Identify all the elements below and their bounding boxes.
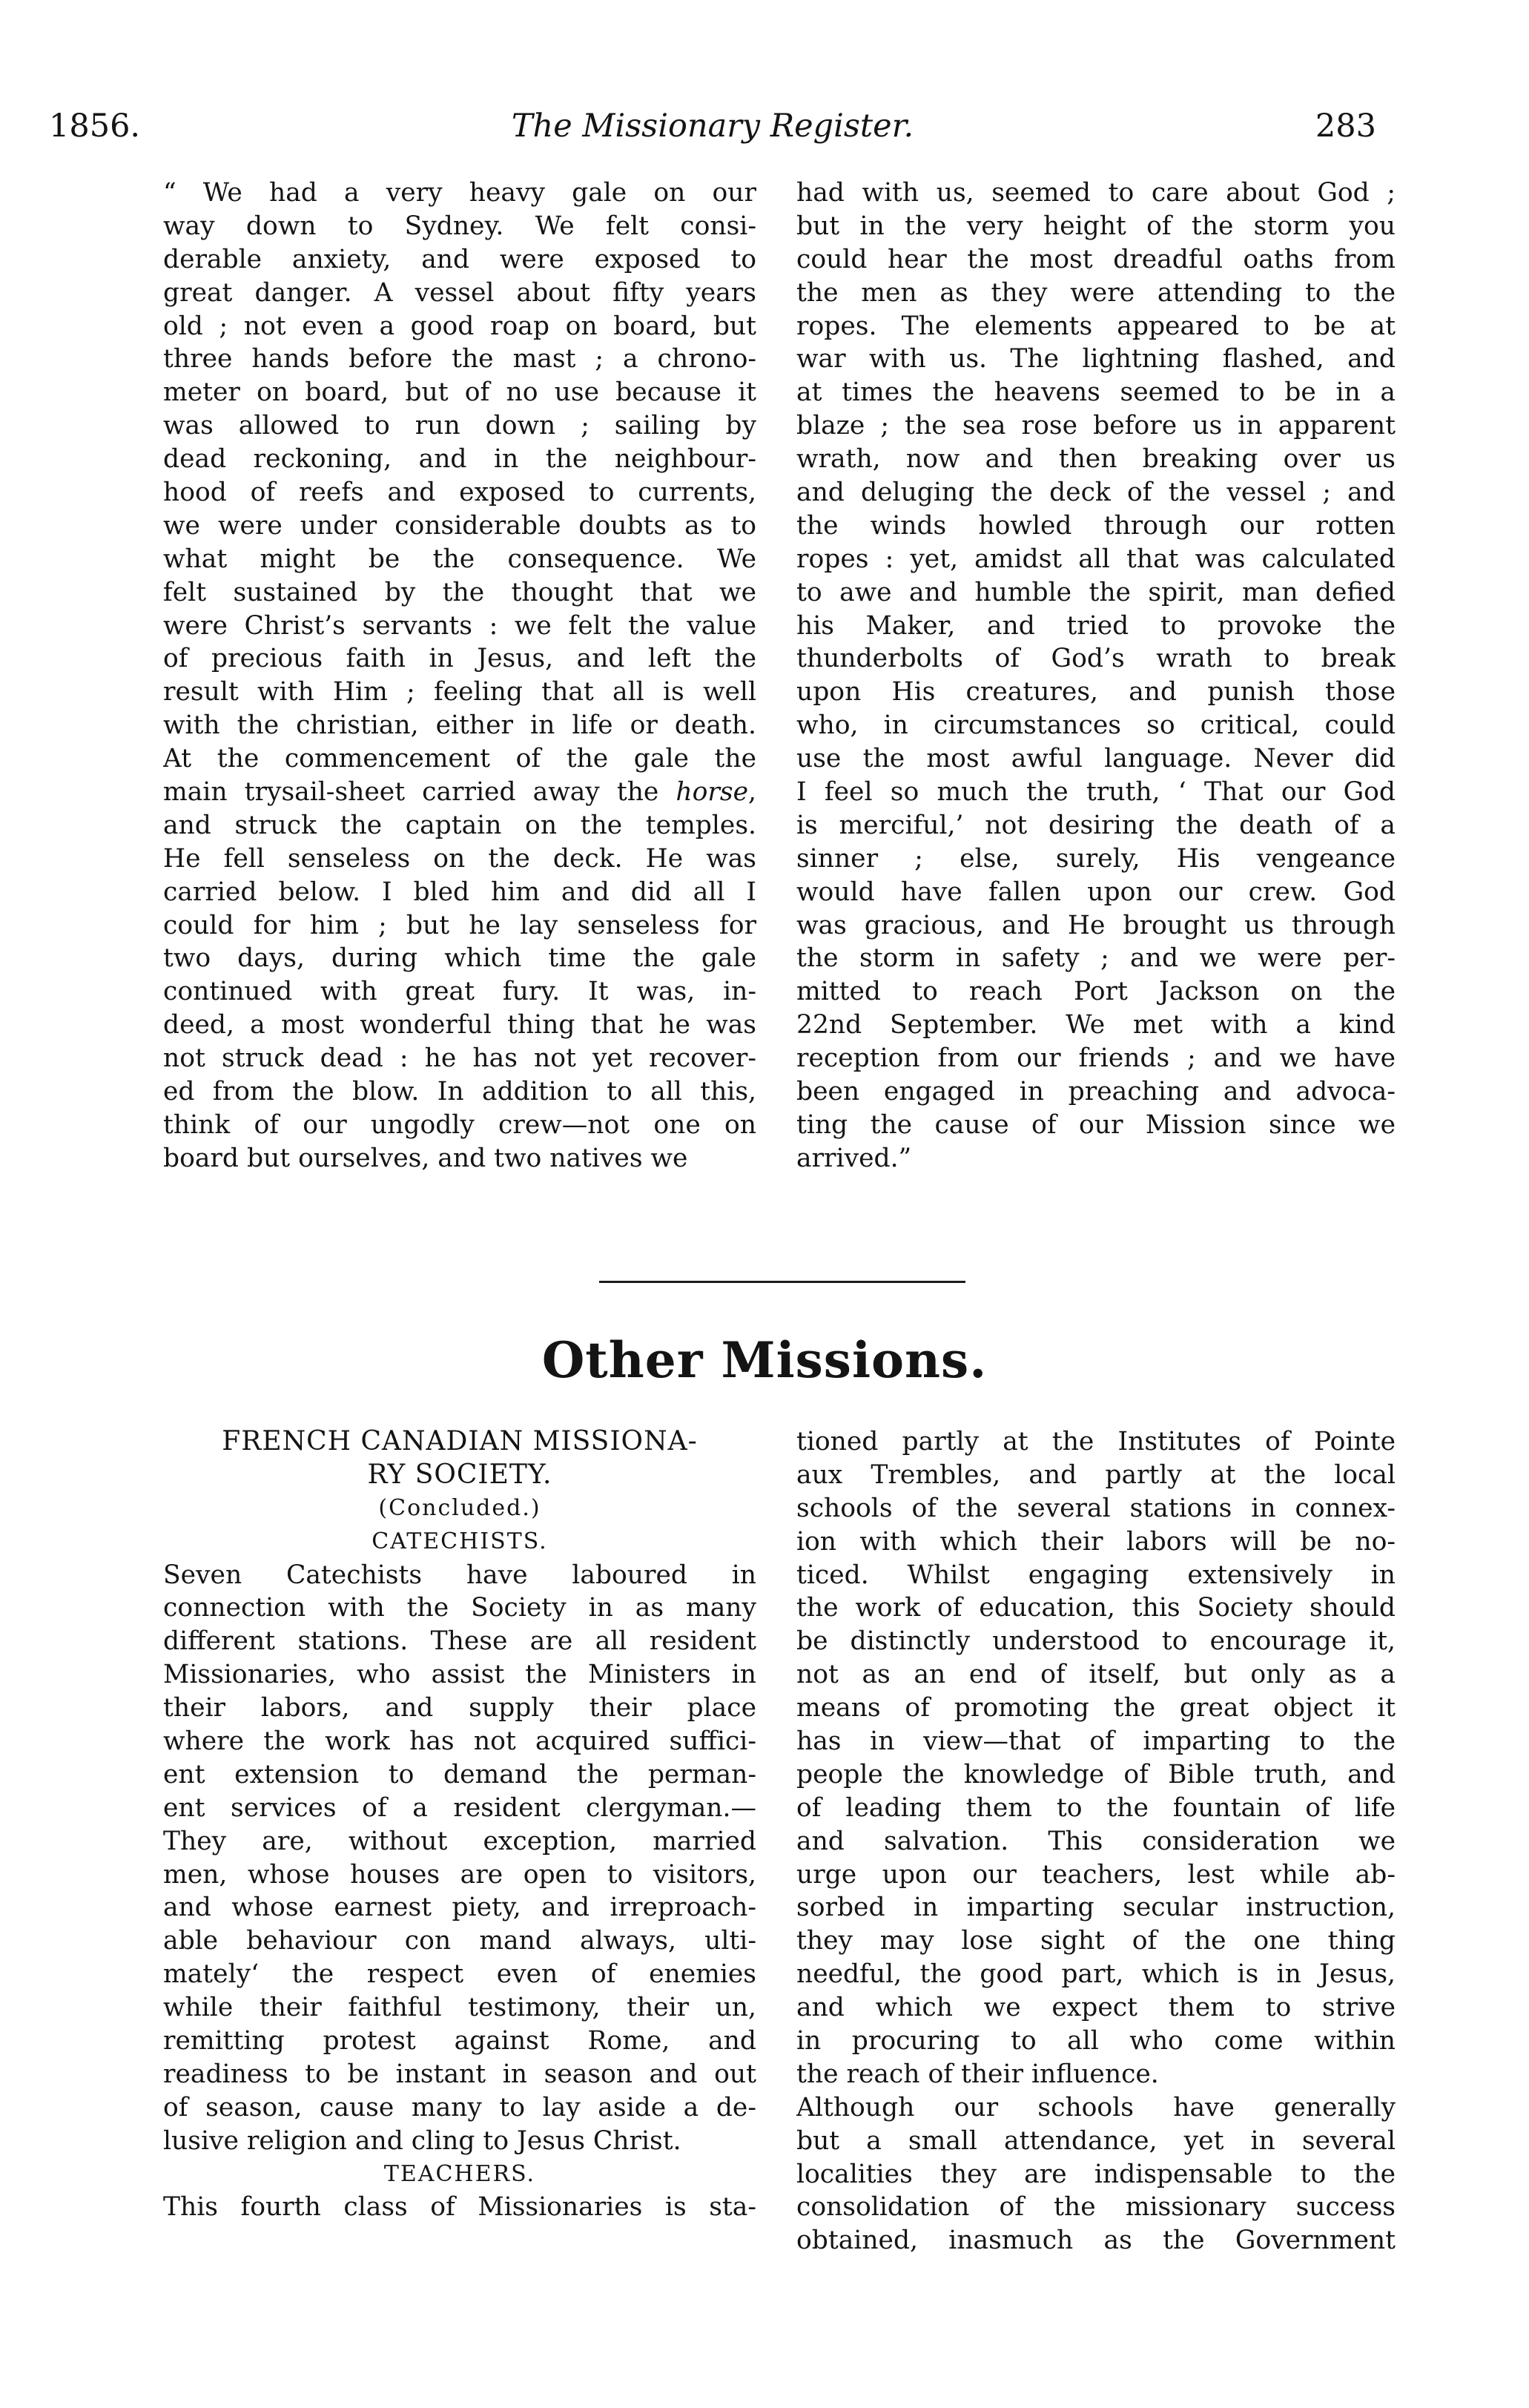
text-line: and struck the captain on the temples. <box>163 810 756 840</box>
text-line: felt sustained by the thought that we <box>163 577 756 607</box>
text-line: reception from our friends ; and we have <box>796 1043 1396 1074</box>
text-line: at times the heavens seemed to be in a <box>796 377 1396 408</box>
text-line: ed from the blow. In addition to all this, <box>163 1077 756 1107</box>
text-line: blaze ; the sea rose before us in apparent <box>796 411 1396 441</box>
text-line: needful, the good part, which is in Jesus, <box>796 1959 1396 1990</box>
text-line: and which we expect them to strive <box>796 1993 1396 2023</box>
text-line: great danger. A vessel about fifty years <box>163 277 756 308</box>
text-line: wrath, now and then breaking over us <box>796 444 1396 475</box>
text-line: to awe and humble the spirit, man defied <box>796 577 1396 607</box>
text-line: would have fallen upon our crew. God <box>796 877 1396 907</box>
text-line: be distinctly understood to encourage it, <box>796 1626 1396 1657</box>
text-line: three hands before the mast ; a chrono- <box>163 344 756 375</box>
text-line: were Christ’s servants : we felt the value <box>163 610 756 641</box>
article-title-line-1: FRENCH CANADIAN MISSIONA- <box>222 1426 698 1457</box>
article-column-left <box>163 1425 756 2389</box>
text-line: arrived.” <box>796 1143 912 1173</box>
text-line: ion with which their labors will be no- <box>796 1526 1396 1557</box>
section-title: Other Missions. <box>541 1331 988 1389</box>
text-line: the work of education, this Society should <box>796 1593 1396 1623</box>
text-line: ropes : yet, amidst all that was calculated <box>796 544 1396 574</box>
text-line: ticed. Whilst engaging extensively in <box>796 1560 1396 1590</box>
catechists-paragraph <box>163 1559 756 2158</box>
text-line: sinner ; else, surely, His vengeance <box>796 843 1396 874</box>
text-line: could for him ; but he lay senseless for <box>163 910 756 940</box>
text-line: has in view—that of imparting to the <box>796 1726 1396 1757</box>
text-line: main trysail-sheet carried away the horse, <box>163 777 756 808</box>
text-line: connection with the Society in as many <box>163 1593 756 1623</box>
text-line: dead reckoning, and in the neighbour- <box>163 444 756 475</box>
text-line: and whose earnest piety, and irreproach- <box>163 1893 756 1923</box>
italic-word: horse <box>676 777 749 808</box>
text-line: way down to Sydney. We felt consi- <box>163 211 756 241</box>
text-line: “ We had a very heavy gale on our <box>163 178 756 208</box>
text-line: they may lose sight of the one thing <box>796 1926 1396 1956</box>
text-line: board but ourselves, and two natives we <box>163 1143 688 1173</box>
text-line: two days, during which time the gale <box>163 943 756 974</box>
page-number: 283 <box>1315 108 1376 145</box>
text-line: we were under considerable doubts as to <box>163 510 756 541</box>
text-line: remitting protest against Rome, and <box>163 2026 756 2056</box>
header-journal-title: The Missionary Register. <box>511 108 914 145</box>
teachers-heading-block <box>163 2158 756 2191</box>
text-line: of season, cause many to lay aside a de- <box>163 2092 756 2122</box>
text-line: men, whose houses are open to visitors, <box>163 1859 756 1890</box>
text-line: old ; not even a good roap on board, but <box>163 311 756 341</box>
text-line: of precious faith in Jesus, and left the <box>163 644 756 674</box>
teachers-heading: TEACHERS. <box>383 2160 536 2187</box>
text-line: people the knowledge of Bible truth, and <box>796 1759 1396 1789</box>
header-year: 1856. <box>49 108 141 145</box>
text-line: 22nd September. We met with a kind <box>796 1010 1396 1040</box>
text-line: hood of reefs and exposed to currents, <box>163 478 756 508</box>
teachers-paragraph-start: This fourth class of Missionaries is sta- <box>163 2192 756 2223</box>
text-line: carried below. I bled him and did all I <box>163 877 756 907</box>
text-line: ent services of a resident clergyman.— <box>163 1792 756 1823</box>
concluded-note: (Concluded.) <box>378 1494 541 1521</box>
text-line: his Maker, and tried to provoke the <box>796 610 1396 641</box>
text-line: They are, without exception, married <box>163 1826 756 1856</box>
text-line: consolidation of the missionary success <box>796 2192 1396 2223</box>
text-line: obtained, inasmuch as the Government <box>796 2226 1396 2256</box>
text-line: localities they are indispensable to the <box>796 2159 1396 2189</box>
text-line: meter on board, but of no use because it <box>163 377 756 408</box>
text-line: able behaviour con mand always, ulti- <box>163 1926 756 1956</box>
text-line: the winds howled through our rotten <box>796 510 1396 541</box>
text-line: readiness to be instant in season and out <box>163 2059 756 2089</box>
article-title <box>163 1425 756 1492</box>
text-line: schools of the several stations in connex- <box>796 1493 1396 1523</box>
text-line: mately‘ the respect even of enemies <box>163 1959 756 1990</box>
section-divider-rule <box>599 1281 965 1283</box>
running-header <box>49 104 1376 156</box>
text-line: is merciful,’ not desiring the death of a <box>796 810 1396 840</box>
text-line: had with us, seemed to care about God ; <box>796 178 1396 208</box>
text-line: where the work has not acquired suffici- <box>163 1726 756 1757</box>
article-title-line-2: RY SOCIETY. <box>367 1459 552 1490</box>
text-line: He fell senseless on the deck. He was <box>163 843 756 874</box>
text-line: tioned partly at the Institutes of Pointe <box>796 1427 1396 1457</box>
article-column-right <box>796 1425 1396 2389</box>
text-line: thunderbolts of God’s wrath to break <box>796 644 1396 674</box>
text-line: mitted to reach Port Jackson on the <box>796 977 1396 1007</box>
text-line: ropes. The elements appeared to be at <box>796 311 1396 341</box>
text-line: and salvation. This consideration we <box>796 1826 1396 1856</box>
text-line: At the commencement of the gale the <box>163 744 756 774</box>
text-line: upon His creatures, and punish those <box>796 677 1396 707</box>
text-line: use the most awful language. Never did <box>796 744 1396 774</box>
text-line: deed, a most wonderful thing that he was <box>163 1010 756 1040</box>
text-line: with the christian, either in life or death. <box>163 710 756 741</box>
text-line: their labors, and supply their place <box>163 1693 756 1723</box>
text-line: aux Trembles, and partly at the local <box>796 1459 1396 1490</box>
text-line: urge upon our teachers, lest while ab- <box>796 1859 1396 1890</box>
text-line: the storm in safety ; and we were per- <box>796 943 1396 974</box>
text-line: I feel so much the truth, ‘ That our God <box>796 777 1396 808</box>
text-line: Seven Catechists have laboured in <box>163 1560 756 1590</box>
text-line: ent extension to demand the perman- <box>163 1759 756 1789</box>
letter-column-left <box>163 177 756 1230</box>
text-line: in procuring to all who come within <box>796 2026 1396 2056</box>
text-line: could hear the most dreadful oaths from <box>796 244 1396 274</box>
text-line: been engaged in preaching and advoca- <box>796 1077 1396 1107</box>
text-line: Missionaries, who assist the Ministers in <box>163 1660 756 1690</box>
text-line: ting the cause of our Mission since we <box>796 1109 1396 1140</box>
text-line: while their faithful testimony, their un, <box>163 1993 756 2023</box>
text-line: was gracious, and He brought us through <box>796 910 1396 940</box>
concluded-note-block <box>163 1492 756 1559</box>
text-line: Although our schools have generally <box>796 2092 1396 2122</box>
text-line: result with Him ; feeling that all is well <box>163 677 756 707</box>
text-line: what might be the consequence. We <box>163 544 756 574</box>
text-line: and deluging the deck of the vessel ; and <box>796 478 1396 508</box>
catechists-heading: CATECHISTS. <box>371 1528 548 1554</box>
text-line: war with us. The lightning flashed, and <box>796 344 1396 375</box>
text-line: derable anxiety, and were exposed to <box>163 244 756 274</box>
text-line: but a small attendance, yet in several <box>796 2125 1396 2156</box>
text-line: but in the very height of the storm you <box>796 211 1396 241</box>
letter-column-right <box>796 177 1396 1230</box>
text-line: of leading them to the fountain of life <box>796 1792 1396 1823</box>
text-line: sorbed in imparting secular instruction, <box>796 1893 1396 1923</box>
text-line: the men as they were attending to the <box>796 277 1396 308</box>
text-line: the reach of their influence. <box>796 2059 1159 2089</box>
text-line: not struck dead : he has not yet recover- <box>163 1043 756 1074</box>
text-line: different stations. These are all resident <box>163 1626 756 1657</box>
text-line: continued with great fury. It was, in- <box>163 977 756 1007</box>
text-line: lusive religion and cling to Jesus Christ. <box>163 2125 681 2156</box>
text-line: think of our ungodly crew—not one on <box>163 1109 756 1140</box>
text-line: who, in circumstances so critical, could <box>796 710 1396 741</box>
text-line: means of promoting the great object it <box>796 1693 1396 1723</box>
text-line: was allowed to run down ; sailing by <box>163 411 756 441</box>
text-line: not as an end of itself, but only as a <box>796 1660 1396 1690</box>
